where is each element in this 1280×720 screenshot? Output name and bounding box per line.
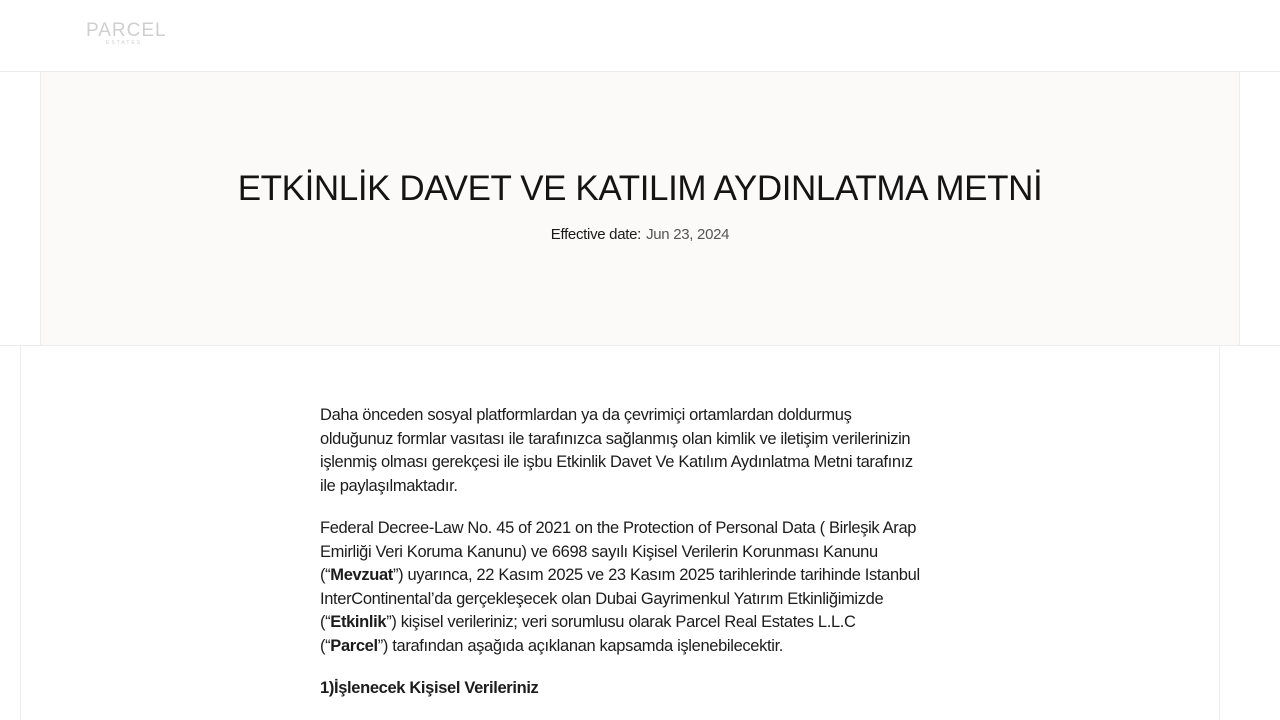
section-heading-personal-data: 1)İşlenecek Kişisel Verileriniz [320, 679, 539, 697]
paragraph-legal-basis [320, 517, 920, 658]
logo-wordmark: PARCEL [86, 20, 167, 41]
legal-text-part: ”) kişisel verileriniz; veri sorumlusu olarak Parcel Real Estates L.L.C (“ [320, 613, 856, 655]
legal-text-part: ”) uyarınca, 22 Kasım 2025 ve 23 Kasım 2025 tarihlerinde tarihinde Istanbul InterContinental’da gerçekleşecek olan Dubai Gayrimenkul Yatırım Etkinliğimizde (“ [320, 566, 920, 631]
parcel-logo[interactable] [86, 20, 167, 48]
policy-content [320, 404, 920, 720]
legal-text-part: Federal Decree-Law No. 45 of 2021 on the Protection of Personal Data ( Birleşik Arap Emirliği Veri Koruma Kanunu) ve 6698 sayılı Kişisel Verilerin Korunması Kanunu (“ [320, 519, 917, 584]
term-etkinlik: Etkinlik [330, 613, 387, 631]
frame-line-right-bottom [1219, 345, 1220, 720]
effective-date-label: Effective date: [550, 226, 642, 243]
term-parcel: Parcel [330, 636, 378, 655]
term-mevzuat: Mevzuat [330, 566, 393, 584]
effective-date-value: Jun 23, 2024 [646, 226, 730, 243]
hero-divider [0, 345, 1280, 346]
page-title: ETKİNLİK DAVET VE KATILIM AYDINLATMA METNİ [237, 169, 1043, 208]
logo-subtitle: ESTATES [106, 40, 143, 46]
legal-text-part: ”) tarafından aşağıda açıklanan kapsamda işlenebilecektir. [377, 636, 784, 655]
effective-date [0, 224, 1280, 246]
frame-line-left-bottom [20, 345, 21, 720]
paragraph-intro: Daha önceden sosyal platformlardan ya da çevrimiçi ortamlardan doldurmuş olduğunuz formlar vasıtası ile tarafınızca sağlanmış olan kimlik ve iletişim verilerinizin işlenmiş olması gerekçesi ile işbu Etkinlik Davet Ve Katılım Aydınlatma Metni tarafınız ile paylaşılmaktadır. [320, 406, 913, 495]
site-header [0, 0, 1280, 71]
